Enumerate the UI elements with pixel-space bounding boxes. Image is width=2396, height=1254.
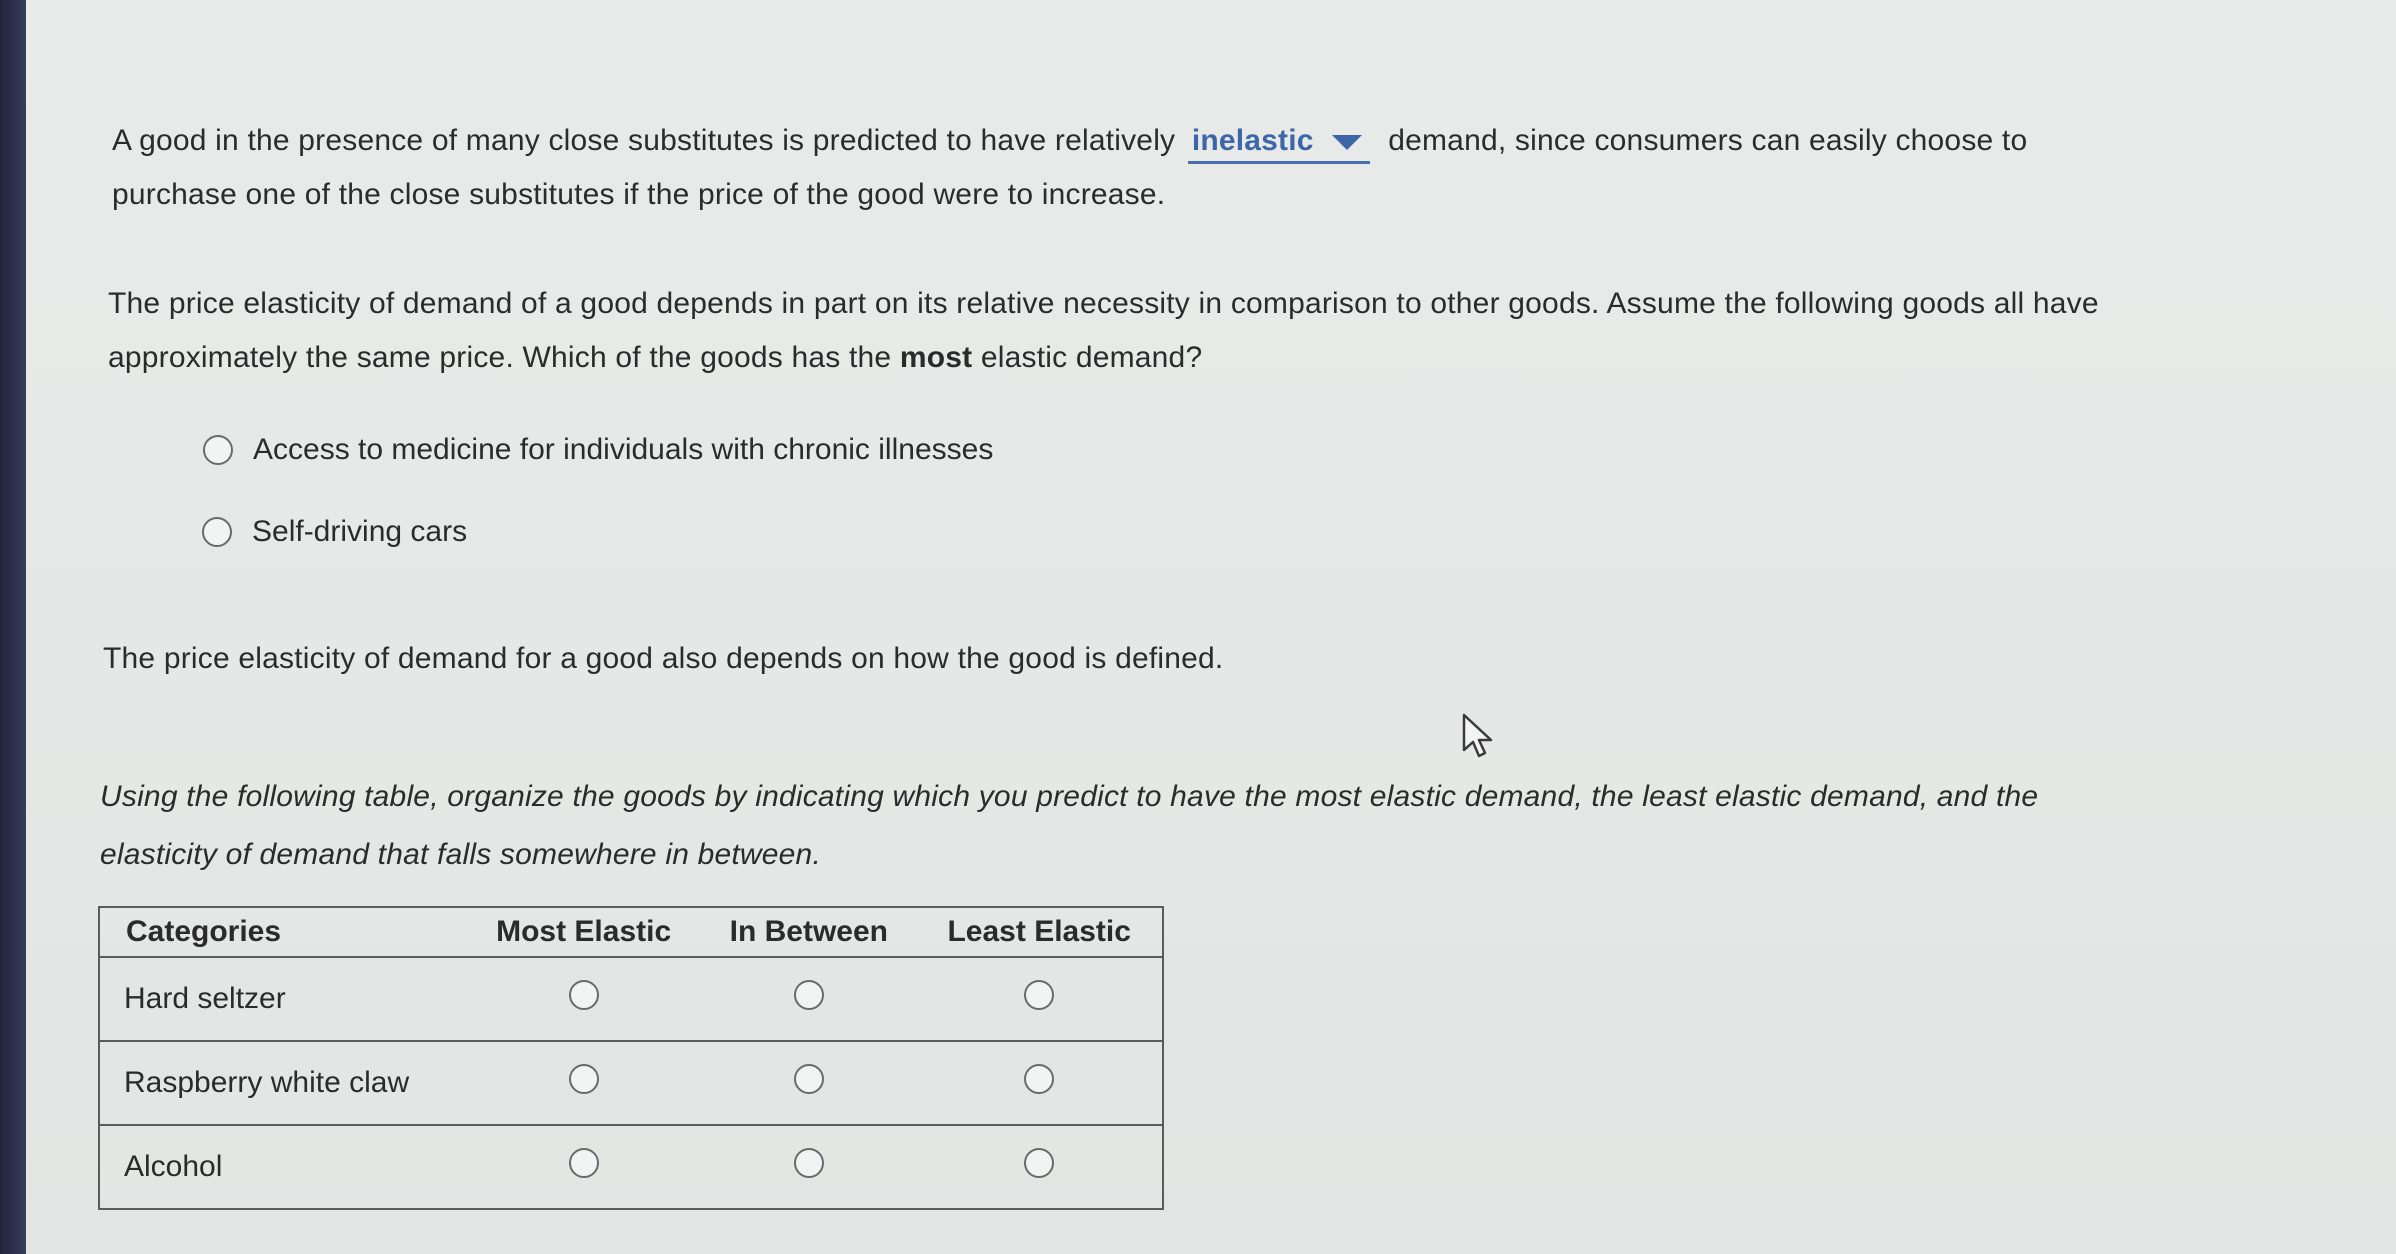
cell-most-elastic [466, 957, 701, 1041]
question-1-line-1 [112, 114, 2027, 168]
cell-least-elastic [916, 957, 1163, 1041]
dropdown-selected-value: inelastic [1191, 124, 1314, 157]
cell-most-elastic [466, 1125, 701, 1209]
caret-down-icon [1332, 135, 1362, 150]
table-row [99, 957, 1163, 1041]
elasticity-table [98, 906, 1164, 1210]
radio-button[interactable] [569, 1064, 599, 1094]
radio-button[interactable] [569, 980, 599, 1010]
question-2-line-1: The price elasticity of demand of a good depends in part on its relative necessity in comparison to other goods. Assume the following goods all have [108, 287, 2099, 320]
row-label-alcohol: Alcohol [99, 1125, 466, 1209]
row-label-raspberry-white-claw: Raspberry white claw [99, 1041, 466, 1125]
radio-button[interactable] [569, 1148, 599, 1178]
question-2-text-after: elastic demand? [980, 341, 1203, 374]
table-header-row [99, 907, 1163, 957]
definition-statement: The price elasticity of demand for a good also depends on how the good is defined. [103, 642, 1224, 675]
table-row [99, 1125, 1163, 1209]
radio-button[interactable] [1024, 1064, 1054, 1094]
radio-button[interactable] [1024, 1148, 1054, 1178]
radio-button[interactable] [203, 435, 233, 465]
column-header-in-between: In Between [701, 907, 916, 957]
cell-in-between [701, 1125, 916, 1209]
radio-button[interactable] [794, 1064, 824, 1094]
question-1-text-after: demand, since consumers can easily choose to [1388, 124, 2028, 157]
instructions-line-2: elasticity of demand that falls somewhere in between. [100, 838, 821, 871]
question-2-text [108, 277, 2099, 385]
option-medicine[interactable] [203, 433, 993, 467]
question-2-emphasis: most [899, 341, 973, 374]
cell-least-elastic [916, 1041, 1163, 1125]
option-label: Access to medicine for individuals with chronic illnesses [253, 433, 994, 466]
column-header-most-elastic: Most Elastic [466, 907, 701, 957]
question-1-line-2: purchase one of the close substitutes if the price of the good were to increase. [112, 178, 1166, 211]
cell-in-between [701, 957, 916, 1041]
option-label: Self-driving cars [252, 515, 468, 548]
column-header-categories: Categories [99, 907, 466, 957]
radio-button[interactable] [794, 1148, 824, 1178]
radio-button[interactable] [794, 980, 824, 1010]
screen-bezel [0, 0, 26, 1254]
cell-most-elastic [466, 1041, 701, 1125]
radio-button[interactable] [202, 517, 232, 547]
question-1-text-before: A good in the presence of many close substitutes is predicted to have relatively [112, 124, 1176, 157]
question-2-line-2 [108, 331, 2099, 385]
radio-button[interactable] [1024, 980, 1054, 1010]
cell-least-elastic [916, 1125, 1163, 1209]
table-instructions [100, 768, 2038, 884]
row-label-hard-seltzer: Hard seltzer [99, 957, 466, 1041]
instructions-line-1: Using the following table, organize the goods by indicating which you predict to have the most elastic demand, the least elastic demand, and the [100, 780, 2039, 813]
table-row [99, 1041, 1163, 1125]
cell-in-between [701, 1041, 916, 1125]
question-1-text [112, 114, 2027, 222]
elasticity-dropdown[interactable] [1188, 121, 1370, 164]
question-2-text-before: approximately the same price. Which of the goods has the [108, 341, 892, 374]
column-header-least-elastic: Least Elastic [916, 907, 1163, 957]
option-self-driving-cars[interactable] [202, 515, 467, 549]
mouse-pointer-icon [1461, 712, 1495, 765]
